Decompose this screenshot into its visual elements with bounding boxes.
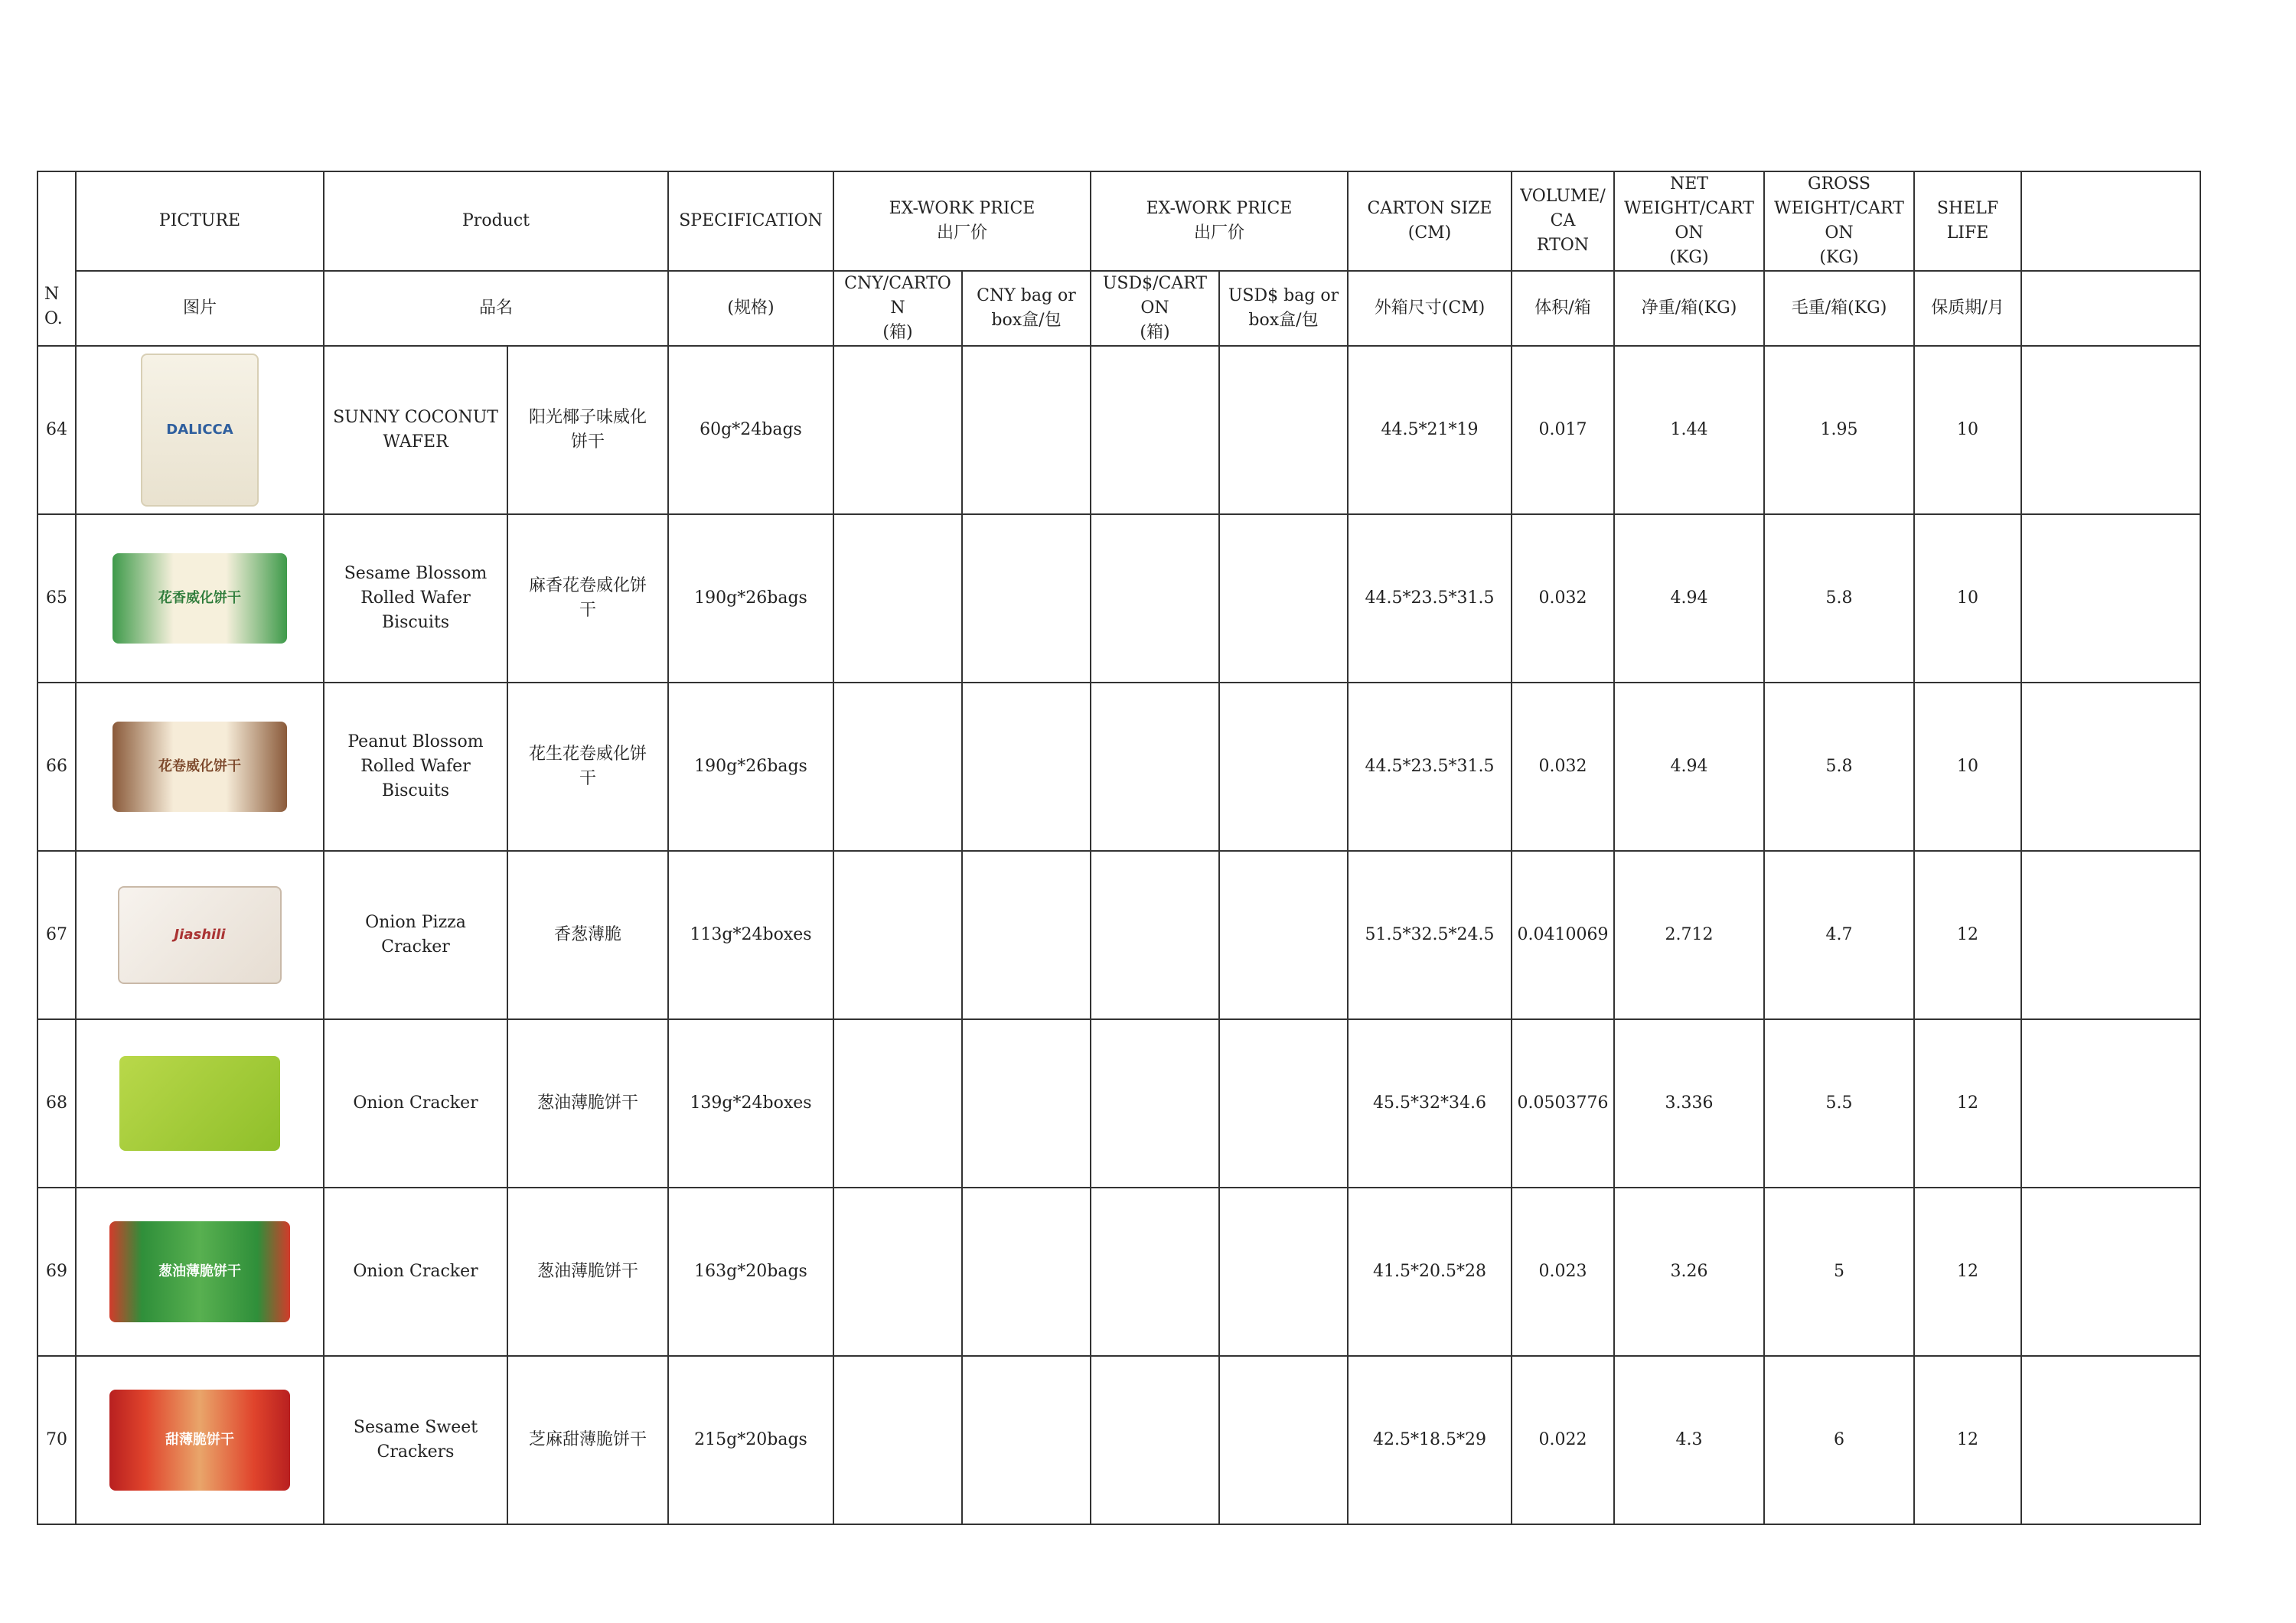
subheader-cny-carton: CNY/CARTON (箱): [833, 271, 962, 346]
row-cny-bag: [962, 1188, 1091, 1356]
row-name-en: Sesame Blossom Rolled Wafer Biscuits: [324, 514, 507, 683]
subheader-shelf-life: 保质期/月: [1914, 271, 2021, 346]
row-carton-size: 42.5*18.5*29: [1348, 1356, 1512, 1524]
row-spec: 139g*24boxes: [668, 1019, 833, 1188]
row-usd-bag: [1219, 851, 1348, 1019]
row-empty: [2021, 851, 2200, 1019]
row-name-en: Onion Cracker: [324, 1188, 507, 1356]
package-label: 葱油薄脆饼干: [158, 1263, 241, 1279]
subheader-empty: [2021, 271, 2200, 346]
row-carton-size: 45.5*32*34.6: [1348, 1019, 1512, 1188]
row-cny-carton: [833, 514, 962, 683]
row-carton-size: 44.5*23.5*31.5: [1348, 683, 1512, 851]
subheader-volume: 体积/箱: [1512, 271, 1614, 346]
header-specification: SPECIFICATION: [668, 171, 833, 271]
cracker-bag-image: [109, 1390, 290, 1491]
rolled-wafer-pack-image: [113, 722, 287, 812]
subheader-usd-carton: USD$/CARTON (箱): [1091, 271, 1219, 346]
row-no: 66: [38, 683, 76, 851]
row-carton-size: 44.5*21*19: [1348, 346, 1512, 514]
row-picture: [76, 346, 324, 514]
row-name-cn: 芝麻甜薄脆饼干: [507, 1356, 668, 1524]
row-gross-weight: 4.7: [1764, 851, 1914, 1019]
row-spec: 215g*20bags: [668, 1356, 833, 1524]
row-gross-weight: 6: [1764, 1356, 1914, 1524]
rolled-wafer-pack-image: [113, 553, 287, 644]
table-row: [38, 1019, 2200, 1188]
header-no: NO.: [38, 171, 76, 346]
row-spec: 163g*20bags: [668, 1188, 833, 1356]
row-picture: [76, 683, 324, 851]
row-usd-carton: [1091, 514, 1219, 683]
header-exwork-usd: EX-WORK PRICE 出厂价: [1091, 171, 1348, 271]
cracker-box-image: [118, 886, 282, 984]
row-spec: 60g*24bags: [668, 346, 833, 514]
table-row: [38, 851, 2200, 1019]
row-net-weight: 4.94: [1614, 514, 1764, 683]
row-no: 67: [38, 851, 76, 1019]
row-no: 64: [38, 346, 76, 514]
header-carton-size: CARTON SIZE (CM): [1348, 171, 1512, 271]
row-no: 65: [38, 514, 76, 683]
subheader-product: 品名: [324, 271, 668, 346]
row-spec: 113g*24boxes: [668, 851, 833, 1019]
row-name-en: Peanut Blossom Rolled Wafer Biscuits: [324, 683, 507, 851]
row-cny-bag: [962, 514, 1091, 683]
package-label: 花卷威化饼干: [158, 758, 241, 774]
table-row: [38, 1188, 2200, 1356]
row-name-en: Sesame Sweet Crackers: [324, 1356, 507, 1524]
row-name-cn: 阳光椰子味威化 饼干: [507, 346, 668, 514]
row-shelf-life: 10: [1914, 346, 2021, 514]
row-name-en: Onion Pizza Cracker: [324, 851, 507, 1019]
header-product: Product: [324, 171, 668, 271]
row-picture: [76, 851, 324, 1019]
row-cny-carton: [833, 683, 962, 851]
cracker-bag-image: [109, 1221, 290, 1322]
row-empty: [2021, 1019, 2200, 1188]
row-gross-weight: 5.5: [1764, 1019, 1914, 1188]
subheader-cny-bag: CNY bag or box盒/包: [962, 271, 1091, 346]
row-cny-carton: [833, 1019, 962, 1188]
row-usd-carton: [1091, 851, 1219, 1019]
subheader-row: [38, 271, 2200, 346]
header-picture: PICTURE: [76, 171, 324, 271]
row-spec: 190g*26bags: [668, 514, 833, 683]
row-cny-bag: [962, 851, 1091, 1019]
package-label: 花香威化饼干: [158, 590, 241, 606]
row-net-weight: 3.336: [1614, 1019, 1764, 1188]
row-volume: 0.032: [1512, 683, 1614, 851]
row-carton-size: 44.5*23.5*31.5: [1348, 514, 1512, 683]
table-row: [38, 683, 2200, 851]
table-row: [38, 1356, 2200, 1524]
row-volume: 0.022: [1512, 1356, 1614, 1524]
header-row: [38, 171, 2200, 271]
header-gross-weight: GROSS WEIGHT/CARTON (KG): [1764, 171, 1914, 271]
row-name-cn: 香葱薄脆: [507, 851, 668, 1019]
subheader-net-weight: 净重/箱(KG): [1614, 271, 1764, 346]
row-picture: [76, 1356, 324, 1524]
row-name-en: SUNNY COCONUT WAFER: [324, 346, 507, 514]
row-shelf-life: 12: [1914, 1019, 2021, 1188]
row-name-en: Onion Cracker: [324, 1019, 507, 1188]
row-name-cn: 葱油薄脆饼干: [507, 1019, 668, 1188]
row-shelf-life: 12: [1914, 851, 2021, 1019]
row-net-weight: 1.44: [1614, 346, 1764, 514]
row-shelf-life: 12: [1914, 1188, 2021, 1356]
row-cny-bag: [962, 683, 1091, 851]
row-usd-bag: [1219, 1019, 1348, 1188]
row-empty: [2021, 346, 2200, 514]
row-empty: [2021, 683, 2200, 851]
row-name-cn: 麻香花卷威化饼 干: [507, 514, 668, 683]
row-gross-weight: 1.95: [1764, 346, 1914, 514]
row-usd-carton: [1091, 1356, 1219, 1524]
row-cny-bag: [962, 1019, 1091, 1188]
row-shelf-life: 10: [1914, 514, 2021, 683]
row-picture: [76, 1188, 324, 1356]
table-row: [38, 514, 2200, 683]
subheader-picture: 图片: [76, 271, 324, 346]
row-net-weight: 4.3: [1614, 1356, 1764, 1524]
row-volume: 0.0503776: [1512, 1019, 1614, 1188]
subheader-specification: (规格): [668, 271, 833, 346]
row-volume: 0.017: [1512, 346, 1614, 514]
row-carton-size: 41.5*20.5*28: [1348, 1188, 1512, 1356]
row-empty: [2021, 1188, 2200, 1356]
cracker-box-image: [119, 1056, 280, 1151]
row-name-cn: 花生花卷威化饼 干: [507, 683, 668, 851]
row-usd-bag: [1219, 346, 1348, 514]
row-usd-carton: [1091, 346, 1219, 514]
row-picture: [76, 1019, 324, 1188]
wafer-bag-image: [141, 354, 259, 507]
row-cny-carton: [833, 1188, 962, 1356]
row-gross-weight: 5: [1764, 1188, 1914, 1356]
row-volume: 0.0410069: [1512, 851, 1614, 1019]
row-usd-carton: [1091, 683, 1219, 851]
header-volume: VOLUME/CA RTON: [1512, 171, 1614, 271]
row-name-cn: 葱油薄脆饼干: [507, 1188, 668, 1356]
header-net-weight: NET WEIGHT/CARTON (KG): [1614, 171, 1764, 271]
row-volume: 0.032: [1512, 514, 1614, 683]
row-cny-bag: [962, 1356, 1091, 1524]
row-carton-size: 51.5*32.5*24.5: [1348, 851, 1512, 1019]
row-net-weight: 2.712: [1614, 851, 1764, 1019]
row-spec: 190g*26bags: [668, 683, 833, 851]
row-empty: [2021, 1356, 2200, 1524]
row-usd-carton: [1091, 1019, 1219, 1188]
row-cny-carton: [833, 346, 962, 514]
row-no: 68: [38, 1019, 76, 1188]
row-shelf-life: 12: [1914, 1356, 2021, 1524]
row-net-weight: 3.26: [1614, 1188, 1764, 1356]
package-label: 甜薄脆饼干: [165, 1432, 234, 1448]
row-no: 69: [38, 1188, 76, 1356]
header-exwork-cny: EX-WORK PRICE 出厂价: [833, 171, 1091, 271]
row-shelf-life: 10: [1914, 683, 2021, 851]
subheader-carton-size: 外箱尺寸(CM): [1348, 271, 1512, 346]
row-gross-weight: 5.8: [1764, 514, 1914, 683]
row-usd-bag: [1219, 1356, 1348, 1524]
row-usd-bag: [1219, 683, 1348, 851]
row-cny-bag: [962, 346, 1091, 514]
table-row: [38, 346, 2200, 514]
subheader-usd-bag: USD$ bag or box盒/包: [1219, 271, 1348, 346]
row-usd-bag: [1219, 514, 1348, 683]
header-empty: [2021, 171, 2200, 271]
row-volume: 0.023: [1512, 1188, 1614, 1356]
row-usd-bag: [1219, 1188, 1348, 1356]
row-gross-weight: 5.8: [1764, 683, 1914, 851]
package-label: DALICCA: [166, 422, 233, 438]
header-shelf-life: SHELF LIFE: [1914, 171, 2021, 271]
package-label: Jiashili: [174, 927, 226, 943]
row-net-weight: 4.94: [1614, 683, 1764, 851]
row-usd-carton: [1091, 1188, 1219, 1356]
price-sheet: [37, 171, 2201, 1525]
product-table: [37, 171, 2201, 1525]
row-cny-carton: [833, 1356, 962, 1524]
subheader-gross-weight: 毛重/箱(KG): [1764, 271, 1914, 346]
row-picture: [76, 514, 324, 683]
row-no: 70: [38, 1356, 76, 1524]
row-cny-carton: [833, 851, 962, 1019]
row-empty: [2021, 514, 2200, 683]
